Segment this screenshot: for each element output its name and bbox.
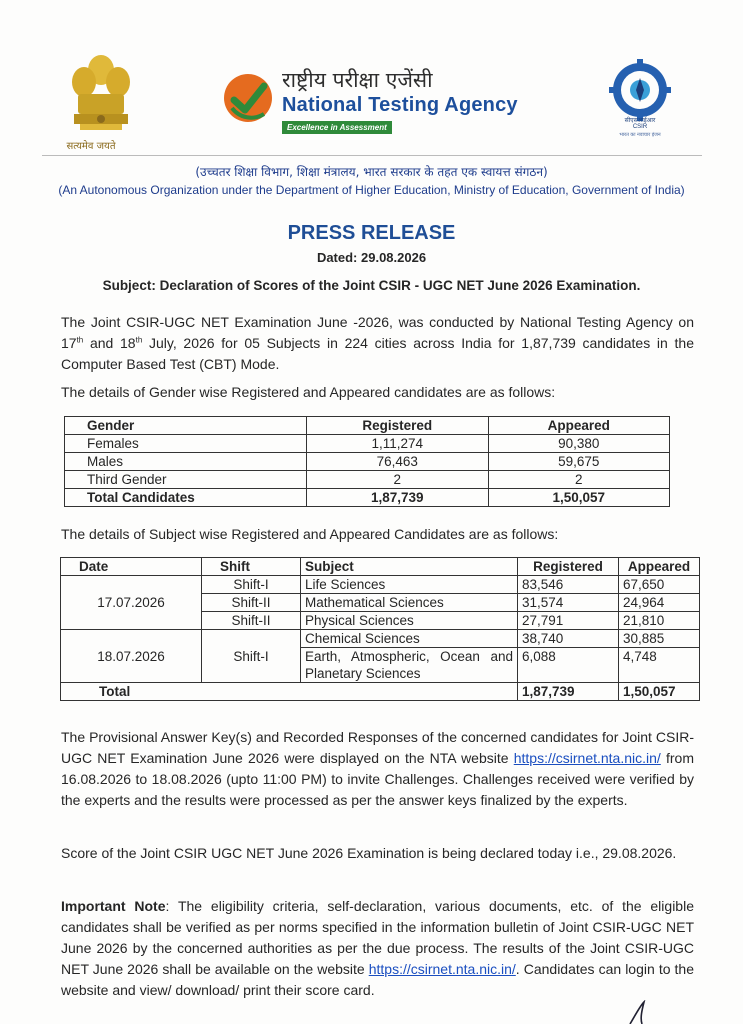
csir-caption-en: CSIR (632, 124, 648, 130)
table-cell: 90,380 (488, 435, 670, 453)
table-cell: 2 (307, 471, 489, 489)
table-cell: 76,463 (307, 453, 489, 471)
table-cell: Mathematical Sciences (301, 594, 518, 612)
table-cell: 38,740 (518, 630, 619, 648)
release-subject: Subject: Declaration of Scores of the Joint CSIR - UGC NET June 2026 Examination. (102, 278, 641, 293)
table-row (65, 453, 670, 471)
signature-icon (620, 1000, 660, 1024)
date-cell: 17.07.2026 (61, 576, 202, 630)
table-cell: Total Candidates (65, 489, 307, 507)
subject-intro-text: The details of Subject wise Registered and Appeared Candidates are as follows: (61, 526, 559, 542)
table-cell: 24,964 (619, 594, 700, 612)
column-header: Appeared (488, 417, 670, 435)
emblem-caption: सत्यमेव जयते (66, 141, 116, 152)
table-cell: 6,088 (518, 648, 619, 683)
table-cell: 1,87,739 (307, 489, 489, 507)
table-row (61, 630, 700, 648)
table-cell: Total (61, 683, 518, 701)
column-header: Gender (65, 417, 307, 435)
table-cell: Shift-I (202, 576, 301, 594)
csirnet-website-link[interactable]: https://csirnet.nta.nic.in/ (368, 961, 516, 977)
national-emblem-icon (60, 50, 142, 150)
table-row (65, 435, 670, 453)
gender-intro-text: The details of Gender wise Registered and Appeared candidates are as follows: (61, 384, 556, 400)
column-header: Appeared (619, 558, 700, 576)
column-header: Shift (202, 558, 301, 576)
table-cell: 1,87,739 (518, 683, 619, 701)
table-cell: 21,810 (619, 612, 700, 630)
subtitle-hindi: (उच्चतर शिक्षा विभाग, शिक्षा मंत्रालय, भारत सरकार के तहत एक स्वायत्त संगठन) (195, 165, 548, 179)
nta-checkmark-logo-icon (222, 72, 274, 124)
csir-caption-tag: भारत का नवाचार इंजन (619, 132, 661, 138)
nta-tagline: Excellence in Assessment (282, 121, 392, 134)
table-cell: Shift-I (202, 630, 301, 683)
table-cell: Third Gender (65, 471, 307, 489)
subtitle-english: (An Autonomous Organization under the Department of Higher Education, Ministry of Education, Government of India) (58, 183, 685, 197)
table-cell: Physical Sciences (301, 612, 518, 630)
table-cell: 1,11,274 (307, 435, 489, 453)
table-total-row (65, 489, 670, 507)
score-declaration-paragraph: Score of the Joint CSIR UGC NET June 2026 Examination is being declared today i.e., 29.08.2026. (61, 845, 677, 861)
table-cell: Shift-II (202, 612, 301, 630)
table-cell: 59,675 (488, 453, 670, 471)
press-release-title: PRESS RELEASE (287, 222, 456, 244)
table-total-row (61, 683, 700, 701)
column-header: Date (61, 558, 202, 576)
table-cell: Females (65, 435, 307, 453)
csir-caption-hindi: सीएसआईआर (624, 118, 656, 124)
column-header: Subject (301, 558, 518, 576)
table-cell: 2 (488, 471, 670, 489)
table-row (61, 576, 700, 594)
table-cell: Chemical Sciences (301, 630, 518, 648)
column-header: Registered (307, 417, 489, 435)
table-cell: Shift-II (202, 594, 301, 612)
important-note-label: Important Note (61, 898, 166, 914)
table-cell: Earth, Atmospheric, Ocean and Planetary Sciences (301, 648, 518, 683)
table-cell: Males (65, 453, 307, 471)
subject-table (60, 557, 700, 701)
table-cell: 83,546 (518, 576, 619, 594)
table-row (65, 471, 670, 489)
date-cell: 18.07.2026 (61, 630, 202, 683)
table-cell: 1,50,057 (619, 683, 700, 701)
table-header-row (61, 558, 700, 576)
table-cell: 4,748 (619, 648, 700, 683)
table-cell: 31,574 (518, 594, 619, 612)
table-cell: 1,50,057 (488, 489, 670, 507)
nta-hindi-name: राष्ट्रीय परीक्षा एजेंसी (282, 68, 433, 92)
table-cell: Life Sciences (301, 576, 518, 594)
table-cell: 30,885 (619, 630, 700, 648)
table-header-row (65, 417, 670, 435)
answer-key-paragraph: The Provisional Answer Key(s) and Recorded Responses of the concerned candidates for Joint CSIR-UGC NET Examination June 2026 were displayed on the NTA website https://csirnet.nta.nic.in/ from 16.08.2026 to 18.08.2026 (upto 11:00 PM) to invite Challenges. Challenges received were verified by the experts and the results were processed as per the answer keys finalized by the experts. (61, 729, 695, 808)
header-divider (42, 155, 702, 156)
table-cell: 27,791 (518, 612, 619, 630)
gender-table (64, 416, 670, 507)
nta-name: National Testing Agency (282, 94, 518, 116)
intro-paragraph: The Joint CSIR-UGC NET Examination June -2026, was conducted by National Testing Agency on 17th and 18th July, 2026 for 05 Subjects in 224 cities across India for 1,87,739 candidates in the Computer Based Test (CBT) Mode. (61, 314, 694, 372)
csirnet-website-link[interactable]: https://csirnet.nta.nic.in/ (513, 750, 661, 766)
release-date: Dated: 29.08.2026 (316, 250, 427, 265)
table-cell: 67,650 (619, 576, 700, 594)
important-note-paragraph: Important Note: The eligibility criteria, self-declaration, various documents, etc. of the eligible candidates shall be verified as per norms specified in the information bulletin of Joint CSIR-UGC NET June 2026 by the concerned authorities as per the due process. The results of the Joint CSIR-UGC NET June 2026 shall be available on the website https://csirnet.nta.nic.in/. Candidates can login to the website and view/ download/ print their score card. (61, 898, 694, 998)
column-header: Registered (518, 558, 619, 576)
